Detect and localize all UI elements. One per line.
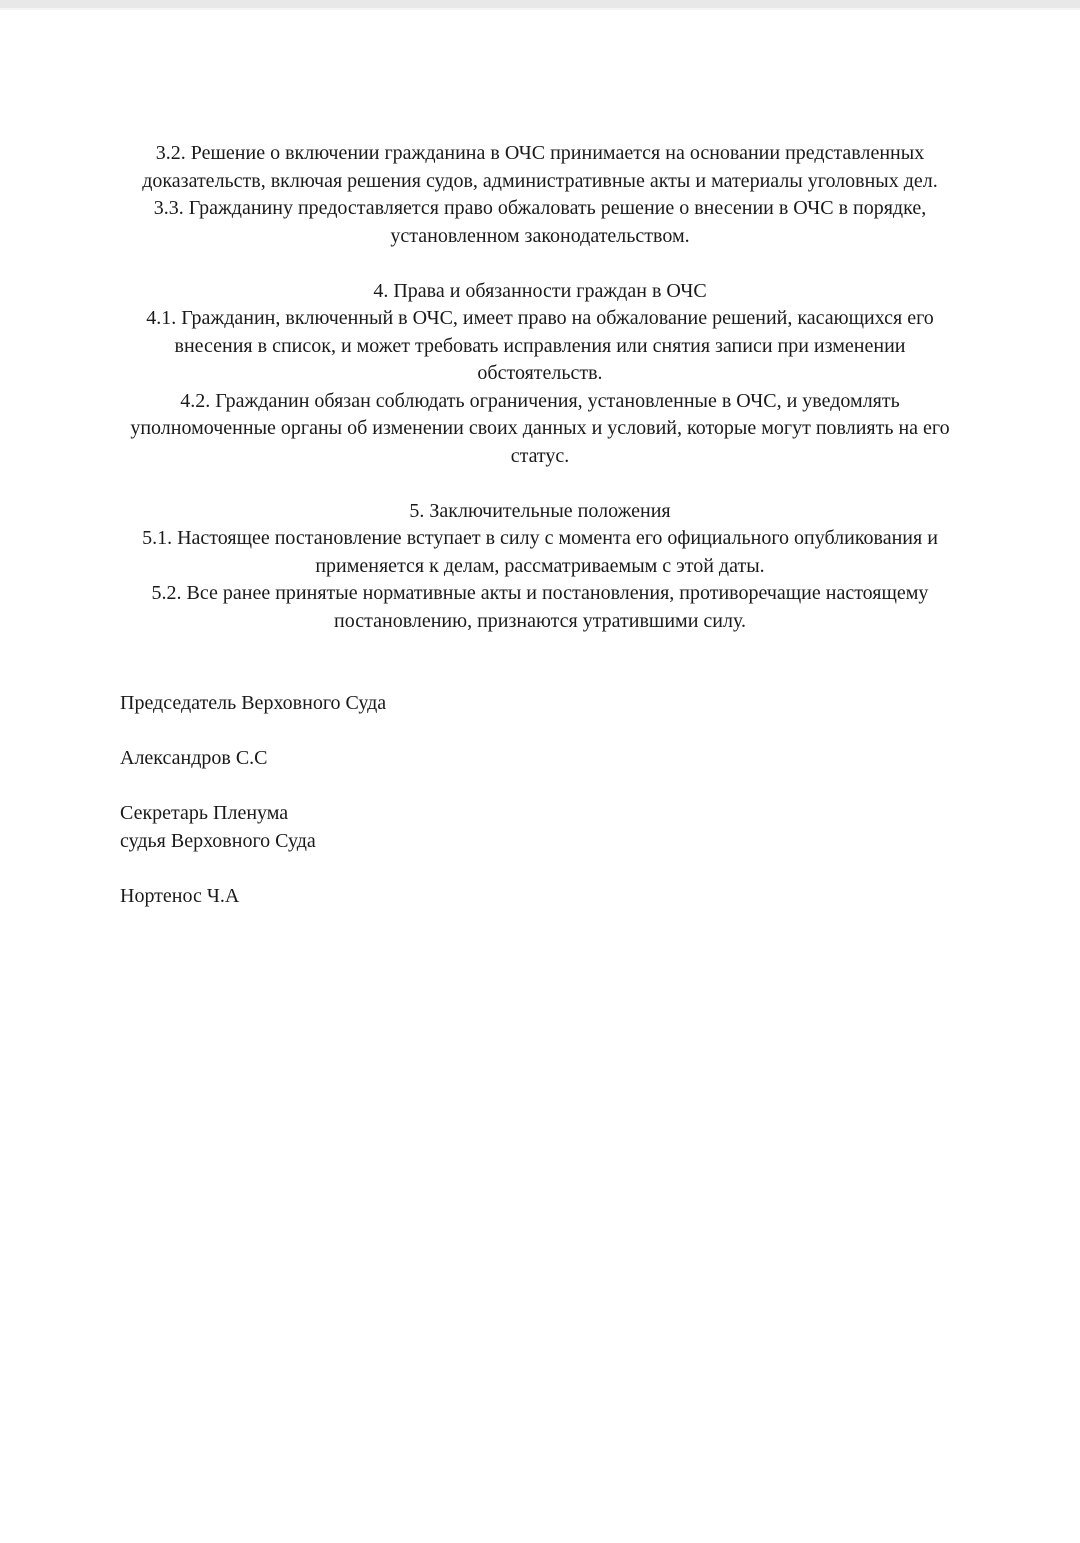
signature-secretary-name: Нортенос Ч.А	[120, 884, 240, 907]
top-bar	[0, 0, 1080, 10]
signature-chairman-title: Председатель Верховного Суда	[120, 692, 387, 714]
paragraph-4-1: 4.1. Гражданин, включенный в ОЧС, имеет право на обжалование решений, касающихся его внесения в список, и может требовать исправления или снятия записи при изменении обстоятельств.	[146, 307, 934, 384]
paragraph-3-3: 3.3. Гражданину предоставляется право обжаловать решение о внесении в ОЧС в порядке, установленном законодательством.	[153, 197, 927, 247]
paragraph-5-2: 5.2. Все ранее принятые нормативные акты и постановления, противоречащие настоящему постановлению, признаются утратившими силу.	[151, 582, 929, 632]
section-heading-5: 5. Заключительные положения	[409, 499, 671, 522]
signature-chairman-name: Александров С.С	[120, 747, 268, 769]
paragraph-4-2: 4.2. Гражданин обязан соблюдать ограничения, установленные в ОЧС, и уведомлять уполномоченные органы об изменении своих данных и условий, которые могут повлиять на его статус.	[130, 389, 950, 467]
signature-secretary-title-line1: Секретарь Пленума	[120, 802, 289, 824]
paragraph-5-1: 5.1. Настоящее постановление вступает в силу с момента его официального опубликования и применяется к делам, рассматриваемым с этой даты.	[142, 527, 938, 577]
signature-secretary-title-line2: судья Верховного Суда	[120, 829, 316, 852]
section-heading-4: 4. Права и обязанности граждан в ОЧС	[373, 279, 707, 302]
document-body	[120, 140, 960, 910]
paragraph-3-2: 3.2. Решение о включении гражданина в ОЧС принимается на основании представленных доказательств, включая решения судов, административные акты и материалы уголовных дел.	[142, 142, 938, 192]
